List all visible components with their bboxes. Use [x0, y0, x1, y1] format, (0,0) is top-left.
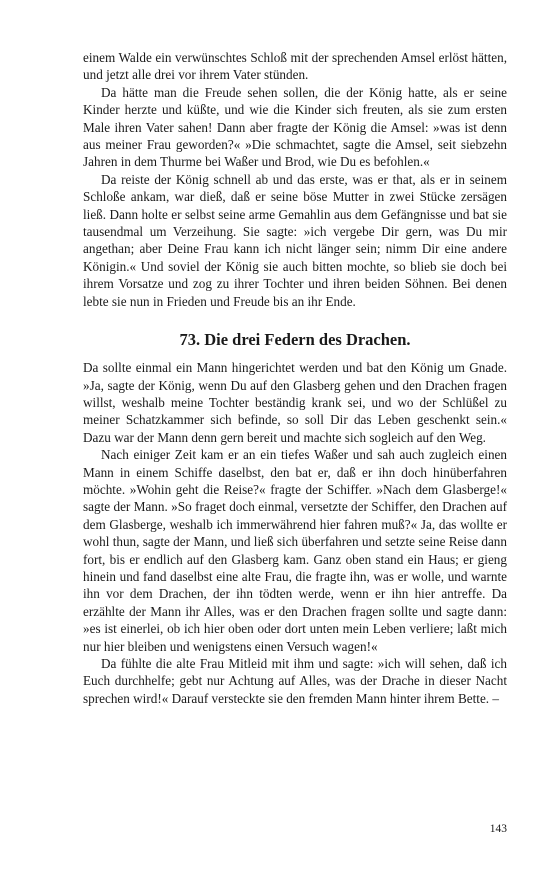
page-body: [83, 49, 507, 707]
paragraph: Nach einiger Zeit kam er an ein tiefes Waßer und sah auch zugleich einen Mann in einem Schiffe daselbst, den bat er, daß er ihn doch hinüberfahren möchte. »Wohin geht die Reise?« fragte der Schiffer. »Nach dem Glasberge!« sagte der Mann. »So fraget doch einmal, versetzte der Schiffer, den Drachen auf dem Glasberge, weshalb ich immerwährend hier fahren muß?« Ja, das wollte er wohl thun, sagte der Mann, und ließ sich überfahren und setzte seine Reise dann fort, bis er endlich auf den Glasberg kam. Ganz oben stand ein Haus; er gieng hinein und fand daselbst eine alte Frau, die fragte ihn, was er wolle, und warnte ihn vor dem Drachen, der ihn tödten werde, wenn er ihn hier antreffe. Da erzählte der Mann ihr Alles, was er den Drachen fragen sollte und sagte dann: »es ist einerlei, ob ich hier oben oder dort unten mein Leben verliere; laßt mich nur hier bleiben und wenigstens einen Versuch wagen!«: [83, 447, 507, 654]
paragraph: Da hätte man die Freude sehen sollen, die der König hatte, als er seine Kinder herzte und küßte, und wie die Kinder sich freuten, als sie zum ersten Male ihren Vater sahen! Dann aber fragte der König die Amsel: »was ist denn aus meiner Frau geworden?« »Die schmachtet, sagte die Amsel, seit siebzehn Jahren in dem Thurme bei Waßer und Brod, wie Du es befohlen.«: [83, 84, 507, 170]
page-number: 143: [489, 823, 507, 835]
chapter-title: 73. Die drei Federn des Drachen.: [179, 330, 411, 350]
paragraph: Da reiste der König schnell ab und das erste, was er that, als er in seinem Schloße ankam, war dieß, daß er seine böse Mutter in zwei Stücke zersägen ließ. Dann holte er selbst seine arme Gemahlin aus dem Gefängnisse und bat sie tausendmal um Verzeihung. Sie sagte: »ich vergebe Dir gern, was Du mir angethan; aber Deine Frau kann ich nicht länger sein; nimm Dir eine andere Königin.« Und soviel der König sie auch bitten mochte, so blieb sie doch bei ihrem Vorsatze und zog zu ihrer Tochter und ihren beiden Söhnen. Bei denen lebte sie nun in Frieden und Freude bis an ihr Ende.: [83, 171, 507, 309]
paragraph: einem Walde ein verwünschtes Schloß mit der sprechenden Amsel erlöst hätten, und jetzt alle drei vor ihrem Vater stünden.: [83, 50, 507, 83]
paragraph: Da sollte einmal ein Mann hingerichtet werden und bat den König um Gnade. »Ja, sagte der König, wenn Du auf den Glasberg gehen und den Drachen fragen willst, weshalb meine Tochter beständig krank sei, und wo der Schlüßel zu meiner Schatzkammer sich befinde, so soll Dir das Leben geschenkt sein.« Dazu war der Mann denn gern bereit und machte sich sogleich auf den Weg.: [83, 360, 507, 445]
paragraph: Da fühlte die alte Frau Mitleid mit ihm und sagte: »ich will sehen, daß ich Euch durchhelfe; gebt nur Achtung auf Alles, was der Drache in dieser Nacht sprechen wird!« Darauf versteckte sie den fremden Mann hinter ihrem Bette. –: [83, 656, 507, 706]
